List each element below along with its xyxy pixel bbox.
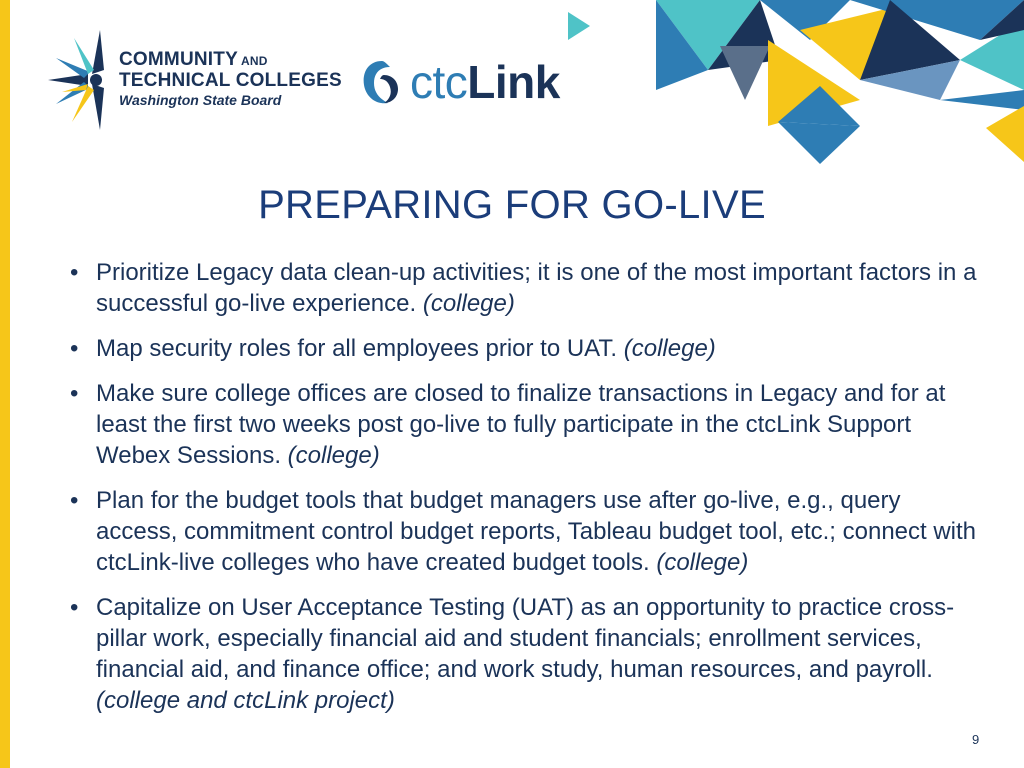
- bullet-owner-tag: (college and ctcLink project): [96, 687, 395, 714]
- bullet-item: [66, 485, 986, 578]
- bullet-owner-tag: (college): [623, 335, 716, 362]
- bullet-item: [66, 378, 986, 471]
- sbctc-logo: [48, 30, 348, 130]
- bullet-text: Plan for the budget tools that budget managers use after go-live, e.g., query access, commitment control budget reports, Tableau budget tool, etc.; connect with ctcLink-live colleges who have created budget tools.: [96, 487, 977, 576]
- ctclink-ctc: ctc: [410, 56, 468, 108]
- bullet-item: [66, 592, 986, 716]
- sbctc-community: COMMUNITY: [119, 49, 238, 70]
- slide-title: PREPARING FOR GO-LIVE: [258, 183, 766, 227]
- bullet-text: Map security roles for all employees prior to UAT.: [96, 335, 624, 362]
- bullet-list: [66, 257, 986, 730]
- ctclink-logo: [360, 55, 580, 111]
- star-burst-icon: [48, 30, 112, 130]
- sbctc-technical-colleges: TECHNICAL COLLEGES: [119, 70, 342, 91]
- page-number: 9: [972, 732, 980, 747]
- bullet-item: [66, 257, 986, 319]
- sbctc-and: AND: [240, 54, 268, 68]
- ctclink-link: Link: [467, 56, 560, 108]
- left-accent-bar: [0, 0, 10, 768]
- bullet-text: Make sure college offices are closed to finalize transactions in Legacy and for at least the first two weeks post go-live to fully participate in the ctcLink Support Webex Sessions.: [96, 380, 946, 469]
- sbctc-washington-state-board: Washington State Board: [119, 92, 282, 108]
- bullet-owner-tag: (college): [656, 549, 749, 576]
- bullet-text: Capitalize on User Acceptance Testing (UAT) as an opportunity to practice cross-pillar work, especially financial aid and student financials; enrollment services, financial aid, and finance office; and work study, human resources, and payroll.: [96, 594, 955, 683]
- decorative-triangles: [560, 0, 1024, 180]
- bullet-item: [66, 333, 986, 364]
- bullet-text: Prioritize Legacy data clean-up activities; it is one of the most important factors in a successful go-live experience.: [96, 259, 977, 317]
- bullet-owner-tag: (college): [287, 442, 380, 469]
- bullet-owner-tag: (college): [422, 290, 515, 317]
- ctclink-swirl-icon: [360, 57, 404, 109]
